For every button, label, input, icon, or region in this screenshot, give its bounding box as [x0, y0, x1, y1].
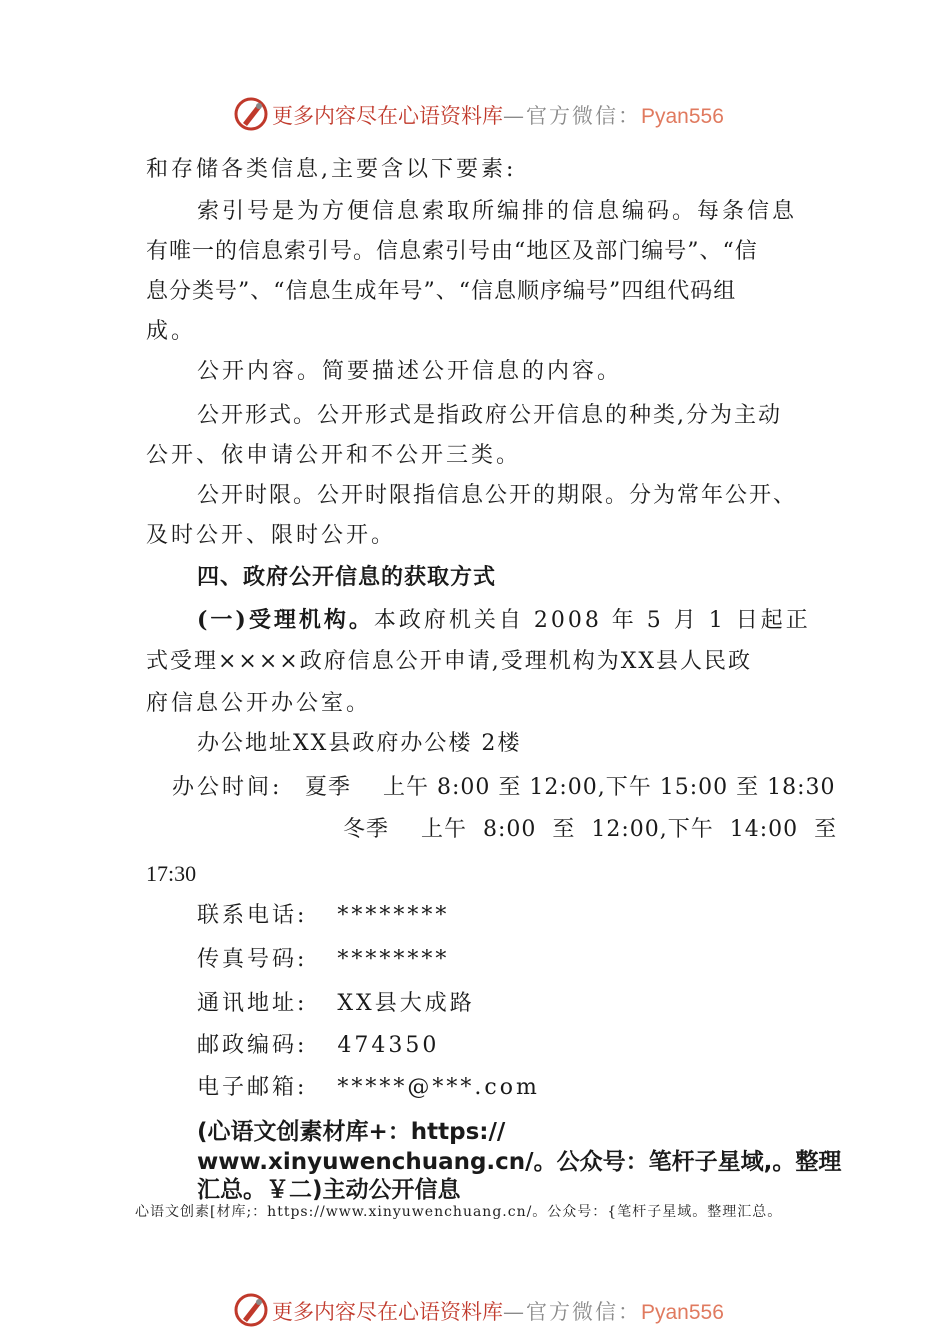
pen-logo-icon: [233, 96, 269, 132]
banner-wechat-handle: Pyan556: [641, 105, 724, 128]
text-line: 索引号是为方便信息索取所编排的信息编码。每条信息: [197, 199, 798, 224]
subheading: (一)受理机构。: [197, 607, 374, 633]
footnote: 心语文创素[材库;：https://www.xinyuwenchuang.cn/。公众号：{笔杆子星域。整理汇总。: [135, 1204, 783, 1220]
banner-title: 更多内容尽在心语资料库: [272, 104, 503, 128]
banner-wechat-label: —官方微信：: [503, 1300, 641, 1324]
contact-email: 电子邮箱: *****@***.com: [197, 1075, 540, 1100]
text-line: 息分类号”、“信息生成年号”、“信息顺序编号”四组代码组: [146, 279, 737, 304]
text-line: 和存储各类信息,主要含以下要素:: [146, 157, 517, 182]
text-line: 有唯一的信息索引号。信息索引号由“地区及部门编号”、“信: [146, 239, 758, 264]
text-line: 及时公开、限时公开。: [146, 523, 397, 548]
banner-text: [272, 1296, 724, 1326]
contact-fax: 传真号码: ********: [197, 947, 450, 972]
contact-address: 通讯地址: XX县大成路: [197, 991, 475, 1016]
text-line: 公开形式。公开形式是指政府公开信息的种类,分为主动: [197, 403, 782, 428]
text-span: 本政府机关自 2008 年 5 月 1 日起正: [373, 608, 811, 633]
office-hours-summer: 夏季 上午 8:00 至 12:00,下午 15:00 至 18:30: [305, 775, 836, 800]
promo-line: (心语文创素材库+：https://: [197, 1119, 506, 1145]
text-line: 成。: [146, 319, 197, 344]
banner-wechat-handle: Pyan556: [641, 1301, 724, 1324]
office-address: 办公地址XX县政府办公楼 2楼: [197, 731, 522, 756]
office-hours-winter: 冬季 上午 8:00 至 12:00,下午 14:00 至: [343, 817, 838, 842]
banner-wechat-label: —官方微信：: [503, 104, 641, 128]
banner-title: 更多内容尽在心语资料库: [272, 1300, 503, 1324]
text-line: 公开时限。公开时限指信息公开的期限。分为常年公开、: [197, 483, 798, 508]
bottom-banner: [0, 1290, 950, 1330]
text-line: [197, 605, 811, 636]
office-hours-winter-end: 17:30: [146, 861, 197, 886]
office-hours-label: 办公时间:: [172, 775, 283, 800]
contact-postcode: 邮政编码: 474350: [197, 1033, 440, 1058]
section-heading: 四、政府公开信息的获取方式: [197, 565, 497, 590]
text-line: 公开内容。简要描述公开信息的内容。: [197, 359, 623, 384]
promo-line: www.xinyuwenchuang.cn/。公众号：笔杆子星域,。整理: [197, 1149, 842, 1175]
contact-phone: 联系电话: ********: [197, 903, 450, 928]
banner-text: [272, 100, 724, 130]
text-line: 式受理××××政府信息公开申请,受理机构为XX县人民政: [146, 649, 753, 674]
promo-line: 汇总。￥二)主动公开信息: [197, 1177, 461, 1203]
text-line: 府信息公开办公室。: [146, 691, 372, 716]
top-banner: [0, 94, 950, 134]
pen-logo-icon: [233, 1292, 269, 1328]
text-line: 公开、依申请公开和不公开三类。: [146, 443, 522, 468]
